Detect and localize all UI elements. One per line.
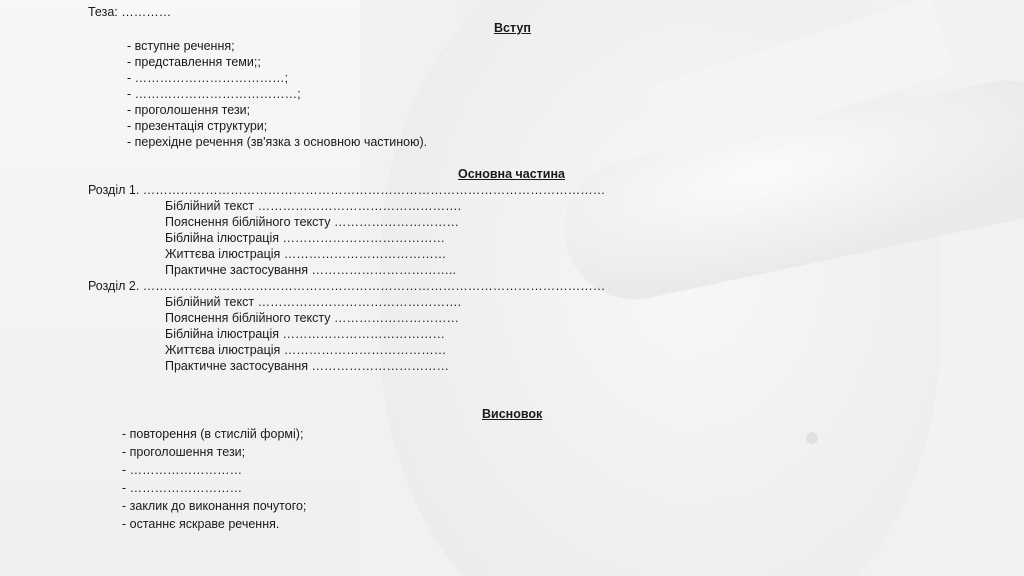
list-item: - проголошення тези; [127,103,251,117]
list-item: - вступне речення; [127,39,235,53]
list-item: Практичне застосування …………………………… [165,359,450,373]
list-item: - повторення (в стислій формі); [122,427,304,441]
list-item: - ……………………… [122,481,243,495]
list-item: Біблійна ілюстрація ………………………………… [165,327,445,341]
list-item: - ………………………………; [127,71,289,85]
list-item: - …………………………………; [127,87,301,101]
list-item: Пояснення біблійного тексту ………………………… [165,215,459,229]
list-item: Пояснення біблійного тексту ………………………… [165,311,459,325]
list-item: - перехідне речення (зв'язка з основною частиною). [127,135,428,149]
section-label: Розділ 1. ………………………………………………………………………………………………… [88,183,606,197]
list-item: Біблійний текст …………………………………………. [165,199,462,213]
list-item: Практичне застосування …………………………….. [165,263,456,277]
list-item: - представлення теми;; [127,55,261,69]
conclusion-heading: Висновок [482,407,543,421]
list-item: - проголошення тези; [122,445,246,459]
thesis-line: Теза: ………… [88,5,172,19]
list-item: Життєва ілюстрація ………………………………… [165,343,447,357]
list-item: - заклик до виконання почутого; [122,499,307,513]
section-label: Розділ 2. ………………………………………………………………………………………………… [88,279,606,293]
intro-heading: Вступ [494,21,531,35]
list-item: - презентація структури; [127,119,268,133]
list-item: Життєва ілюстрація ………………………………… [165,247,447,261]
list-item: Біблійний текст …………………………………………. [165,295,462,309]
list-item: - останнє яскраве речення. [122,517,280,531]
list-item: Біблійна ілюстрація ………………………………… [165,231,445,245]
list-item: - ……………………… [122,463,243,477]
body-heading: Основна частина [458,167,565,181]
